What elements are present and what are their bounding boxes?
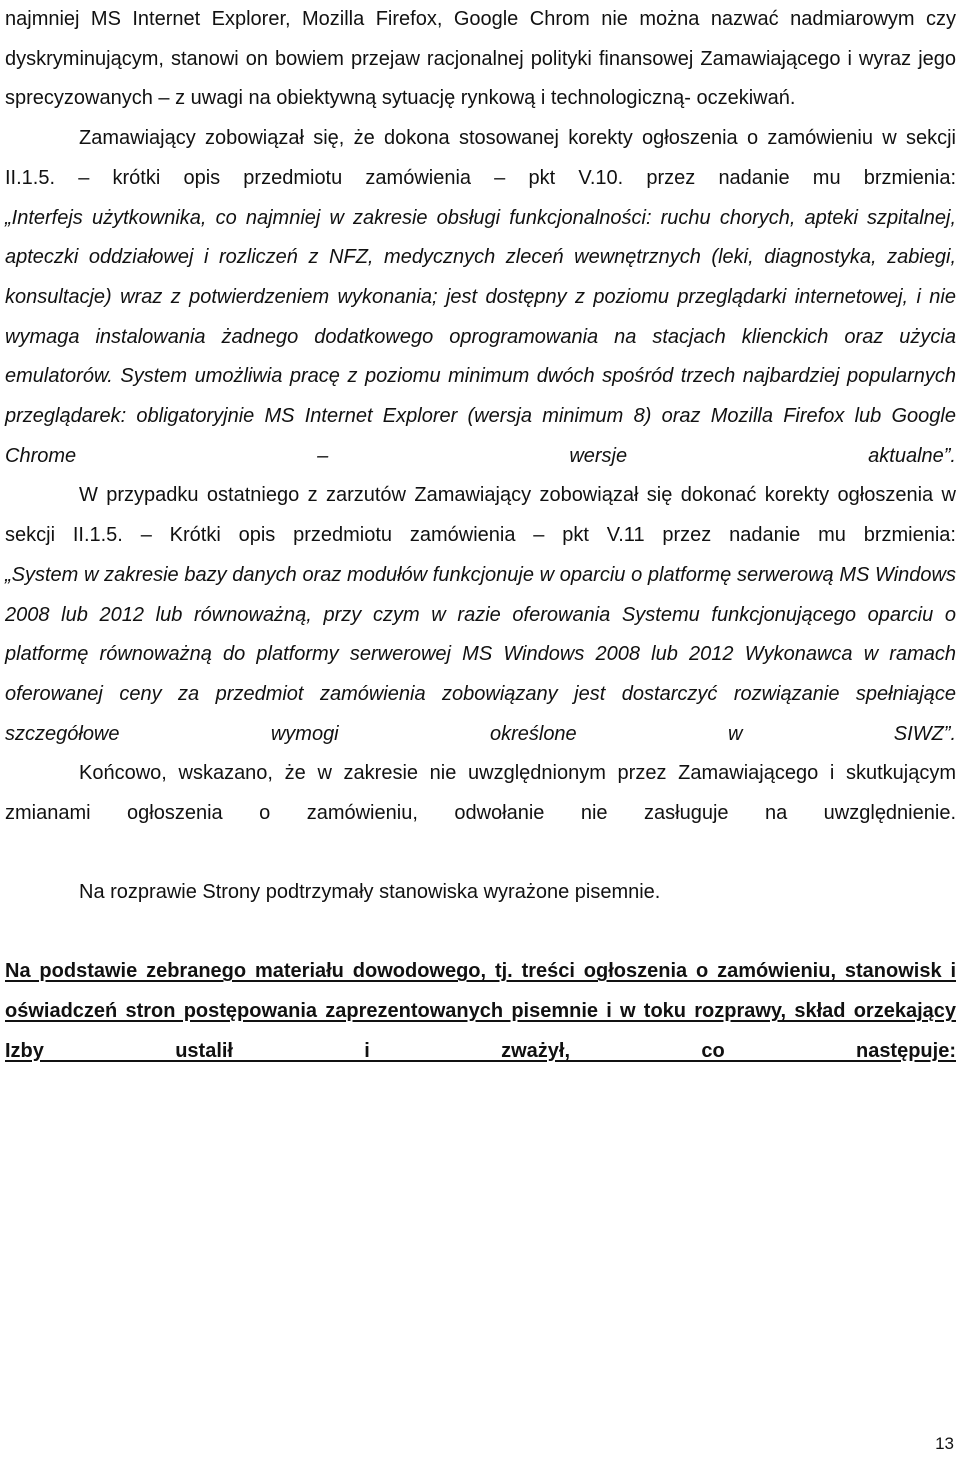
paragraph-findings-heading: Na podstawie zebranego materiału dowodowego, tj. treści ogłoszenia o zamówieniu, stanowisk i oświadczeń stron postępowania zaprezentowanych pisemnie i w toku rozprawy, skład orzekający Izby ustalił i zważył, co następuje: (5, 960, 956, 1062)
paragraph-browsers-justification: najmniej MS Internet Explorer, Mozilla Firefox, Google Chrom nie można nazwać nadmiarowym czy dyskryminującym, stanowi on bowiem przejaw racjonalnej polityki finansowej Zamawiającego i wyraz jego sprecyzowanych – z uwagi na obiektywną sytuację rynkową i technologiczną- oczekiwań. (5, 8, 956, 110)
paragraph-correction-v11: W przypadku ostatniego z zarzutów Zamawiający zobowiązał się dokonać korekty ogłoszenia w sekcji II.1.5. – Krótki opis przedmiotu zamówienia – pkt V.11 przez nadanie mu brzmienia: (5, 484, 956, 547)
page-number: 13 (935, 1434, 954, 1453)
paragraph-final-remark: Końcowo, wskazano, że w zakresie nie uwzględnionym przez Zamawiającego i skutkującym zmianami ogłoszenia o zamówieniu, odwołanie nie zasługuje na uwzględnienie. (5, 762, 956, 825)
quote-database-platform-requirement: „System w zakresie bazy danych oraz modułów funkcjonuje w oparciu o platformę serwerową MS Windows 2008 lub 2012 lub równoważną, przy czym w razie oferowania Systemu funkcjonującego oparciu o platformę równoważną do platformy serwerowej MS Windows 2008 lub 2012 Wykonawca w ramach oferowanej ceny za przedmiot zamówienia zobowiązany jest dostarczyć rozwiązanie spełniające szczegółowe wymogi określone w SIWZ”. (5, 563, 956, 745)
quote-user-interface-requirement: „Interfejs użytkownika, co najmniej w zakresie obsługi funkcjonalności: ruchu chorych, apteki szpitalnej, apteczki oddziałowej i rozliczeń z NFZ, medycznych zleceń wewnętrznych (leki, diagnostyka, zabiegi, konsultacje) wraz z potwierdzeniem wykonania; jest dostępny z poziomu przeglądarki internetowej, i nie wymaga instalowania żadnego dodatkowego oprogramowania na stacjach klienckich oraz użycia emulatorów. System umożliwia pracę z poziomu minimum dwóch spośród trzech najbardziej popularnych przeglądarek: obligatoryjnie MS Internet Explorer (wersja minimum 8) oraz Mozilla Firefox lub Google Chrome – wersje aktualne”. (5, 206, 956, 467)
document-page (5, 0, 956, 1072)
paragraph-correction-v10: Zamawiający zobowiązał się, że dokona stosowanej korekty ogłoszenia o zamówieniu w sekcji II.1.5. – krótki opis przedmiotu zamówienia – pkt V.10. przez nadanie mu brzmienia: (5, 127, 956, 189)
paragraph-hearing: Na rozprawie Strony podtrzymały stanowiska wyrażone pisemnie. (79, 880, 661, 903)
